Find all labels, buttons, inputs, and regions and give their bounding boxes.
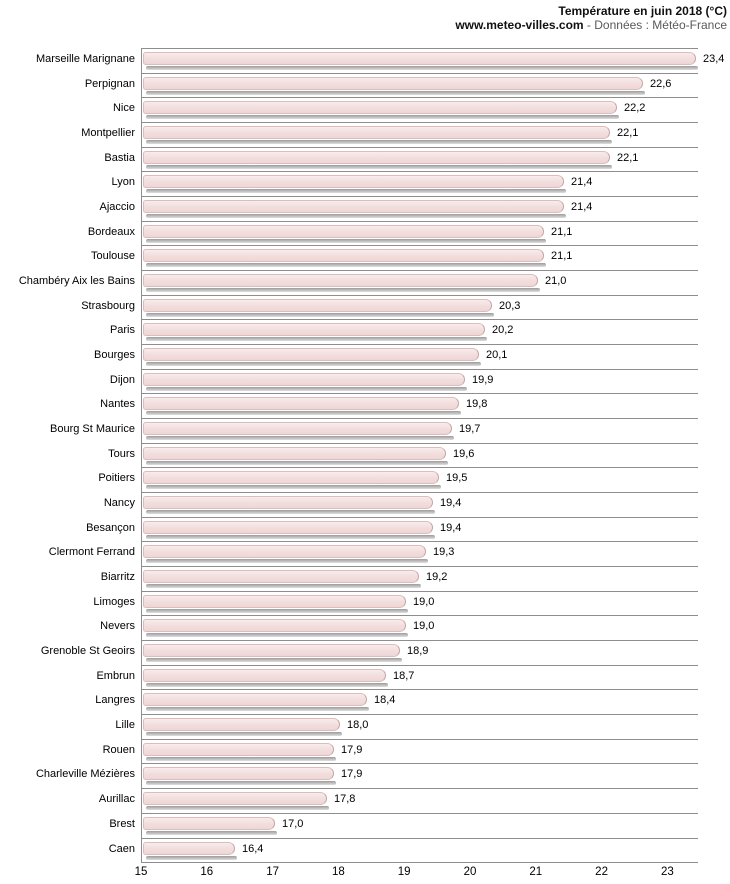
bar-shadow (146, 757, 336, 761)
category-label: Aurillac (98, 793, 135, 806)
value-label: 18,4 (374, 694, 396, 707)
bar-shadow (146, 658, 402, 662)
bar-row (90, 245, 698, 270)
category-label: Langres (95, 694, 135, 707)
bar-shadow (146, 214, 566, 218)
bar-row (100, 393, 698, 418)
value-label: 23,4 (703, 53, 725, 65)
category-label: Nantes (100, 398, 135, 411)
temperature-bar (143, 447, 446, 460)
bar-shadow (146, 387, 467, 391)
bar-shadow (146, 91, 645, 95)
bar-shadow (146, 633, 408, 637)
x-tick-label: 23 (660, 866, 674, 878)
value-label: 18,9 (407, 645, 429, 658)
temperature-bar (143, 767, 334, 780)
value-label: 19,6 (453, 447, 475, 460)
value-label: 22,6 (650, 77, 672, 90)
bar-row (112, 97, 698, 122)
category-label: Montpellier (81, 127, 135, 140)
value-label: 19,2 (426, 571, 448, 584)
temperature-bar (143, 471, 439, 484)
temperature-bar (143, 842, 235, 855)
bar-row (98, 467, 698, 492)
category-label: Nevers (100, 620, 135, 633)
category-label: Bourges (94, 349, 135, 362)
category-label: Lille (115, 719, 135, 732)
temperature-bar (143, 570, 419, 583)
category-label: Charleville Mézières (35, 768, 135, 781)
category-label: Caen (108, 842, 135, 855)
bar-row (35, 48, 725, 73)
bar-row (18, 270, 698, 295)
category-label: Biarritz (100, 571, 135, 584)
temperature-bar (143, 274, 538, 287)
temperature-bar (143, 718, 340, 731)
temperature-bar (143, 693, 367, 706)
temperature-bar (143, 619, 406, 632)
bar-row (102, 739, 698, 764)
temperature-bar (143, 397, 459, 410)
category-label: Dijon (109, 373, 135, 386)
bar-shadow (146, 781, 336, 785)
value-label: 20,1 (486, 349, 508, 362)
value-label: 17,8 (334, 793, 356, 806)
temperature-bar (143, 644, 400, 657)
category-label: Bastia (104, 151, 135, 164)
x-tick-label: 16 (200, 866, 214, 878)
temperature-bar (143, 77, 643, 90)
bar-shadow (146, 584, 421, 588)
x-tick-label: 22 (595, 866, 608, 878)
bar-row (111, 171, 698, 196)
bar-row (50, 418, 698, 443)
category-label: Perpignan (84, 77, 135, 90)
temperature-bar (143, 126, 610, 139)
bar-shadow (146, 707, 369, 711)
value-label: 19,8 (466, 398, 488, 411)
x-axis (134, 866, 697, 882)
x-tick-label: 17 (266, 866, 279, 878)
category-label: Tours (108, 447, 135, 460)
temperature-bar (143, 669, 386, 682)
temperature-bar (143, 299, 492, 312)
temperature-bar (143, 348, 479, 361)
bar-shadow (146, 806, 329, 810)
bar-shadow (146, 856, 237, 860)
bar-row (81, 295, 698, 320)
bar-row (109, 813, 698, 838)
category-label: Paris (109, 324, 135, 337)
category-label: Strasbourg (81, 299, 135, 312)
bar-row (84, 73, 698, 98)
bar-shadow (146, 165, 612, 169)
bar-row (48, 541, 698, 566)
value-label: 19,9 (472, 373, 494, 386)
bar-shadow (146, 609, 408, 613)
bar-shadow (146, 535, 435, 539)
bar-shadow (146, 189, 566, 193)
category-label: Bordeaux (87, 225, 135, 238)
temperature-bar (143, 545, 426, 558)
value-label: 19,4 (440, 521, 462, 534)
bar-shadow (146, 66, 698, 70)
bar-shadow (146, 485, 441, 489)
temperature-bar (143, 792, 327, 805)
temperature-bar (143, 817, 275, 830)
category-label: Limoges (93, 595, 135, 608)
chart-title: Température en juin 2018 (°C) (558, 4, 727, 18)
source-site: www.meteo-villes.com (455, 18, 584, 32)
bar-shadow (146, 362, 481, 366)
bar-row (108, 443, 698, 468)
temperature-bar (143, 175, 564, 188)
bar-row (109, 319, 698, 344)
bar-row (103, 492, 698, 517)
value-label: 22,2 (624, 102, 646, 115)
category-label: Embrun (96, 669, 135, 682)
bar-shadow (146, 683, 388, 687)
bar-row (99, 196, 698, 221)
bar-row (81, 122, 698, 147)
bar-shadow (146, 288, 540, 292)
value-label: 21,4 (571, 176, 593, 189)
temperature-bar (143, 743, 334, 756)
temperature-bar (143, 373, 465, 386)
bar-row (87, 221, 698, 246)
x-tick-label: 20 (463, 866, 477, 878)
value-label: 19,7 (459, 423, 481, 436)
category-label: Chambéry Aix les Bains (18, 275, 135, 288)
bar-row (96, 665, 698, 690)
category-label: Grenoble St Geoirs (40, 645, 135, 658)
value-label: 19,3 (433, 546, 455, 559)
bar-row (95, 689, 698, 714)
category-label: Bourg St Maurice (50, 423, 135, 436)
chart-source (455, 18, 727, 32)
x-tick-label: 15 (134, 866, 148, 878)
bar-row (94, 344, 698, 369)
value-label: 19,5 (446, 472, 468, 485)
bar-row (108, 838, 698, 863)
category-label: Rouen (102, 743, 135, 756)
plot-area (18, 48, 725, 863)
category-label: Poitiers (98, 472, 135, 485)
value-label: 22,1 (617, 151, 639, 164)
temperature-bar (143, 225, 544, 238)
source-rest: - Données : Météo-France (583, 18, 727, 32)
temperature-bar (143, 422, 452, 435)
category-label: Marseille Marignane (35, 53, 135, 65)
bar-shadow (146, 337, 487, 341)
temperature-bar (143, 200, 564, 213)
category-label: Nancy (103, 497, 135, 510)
bar-row (100, 615, 698, 640)
value-label: 17,0 (282, 817, 304, 830)
bar-row (35, 763, 698, 788)
category-label: Clermont Ferrand (48, 546, 135, 559)
bar-row (100, 566, 698, 591)
bar-shadow (146, 732, 342, 736)
bar-shadow (146, 313, 494, 317)
category-label: Besançon (86, 521, 135, 534)
bar-shadow (146, 831, 277, 835)
x-tick-label: 21 (529, 866, 543, 878)
value-label: 19,0 (413, 620, 435, 633)
category-label: Brest (109, 817, 135, 830)
temperature-bar (143, 595, 406, 608)
bar-row (40, 640, 698, 665)
value-label: 19,4 (440, 497, 462, 510)
category-label: Lyon (111, 176, 135, 189)
bar-shadow (146, 263, 546, 267)
bar-row (115, 714, 698, 739)
value-label: 20,2 (492, 324, 514, 337)
temperature-bar (143, 521, 433, 534)
bar-shadow (146, 436, 454, 440)
value-label: 22,1 (617, 127, 639, 140)
value-label: 21,4 (571, 201, 593, 214)
x-tick-label: 18 (331, 866, 345, 878)
value-label: 21,0 (545, 275, 567, 288)
bar-row (109, 369, 698, 394)
value-label: 21,1 (551, 225, 573, 238)
bar-shadow (146, 411, 461, 415)
temperature-bar (143, 101, 617, 114)
temperature-bar (143, 496, 433, 509)
bar-row (98, 788, 698, 813)
value-label: 18,7 (393, 669, 415, 682)
value-label: 16,4 (242, 842, 264, 855)
bar-row (86, 517, 698, 542)
category-label: Nice (112, 102, 135, 115)
value-label: 17,9 (341, 743, 363, 756)
temperature-bar (143, 323, 485, 336)
chart-header (455, 4, 727, 32)
x-tick-label: 19 (397, 866, 411, 878)
bar-shadow (146, 461, 448, 465)
value-label: 18,0 (347, 719, 369, 732)
value-label: 20,3 (499, 299, 521, 312)
bar-row (93, 591, 698, 616)
temperature-bar (143, 52, 696, 65)
temperature-bar (143, 249, 544, 262)
bar-shadow (146, 510, 435, 514)
value-label: 19,0 (413, 595, 435, 608)
bar-shadow (146, 559, 428, 563)
bar-shadow (146, 140, 612, 144)
category-label: Toulouse (90, 250, 135, 263)
temperature-bar (143, 151, 610, 164)
value-label: 21,1 (551, 250, 573, 263)
bar-shadow (146, 115, 619, 119)
bar-row (104, 147, 698, 172)
bar-shadow (146, 239, 546, 243)
value-label: 17,9 (341, 768, 363, 781)
category-label: Ajaccio (99, 201, 135, 214)
